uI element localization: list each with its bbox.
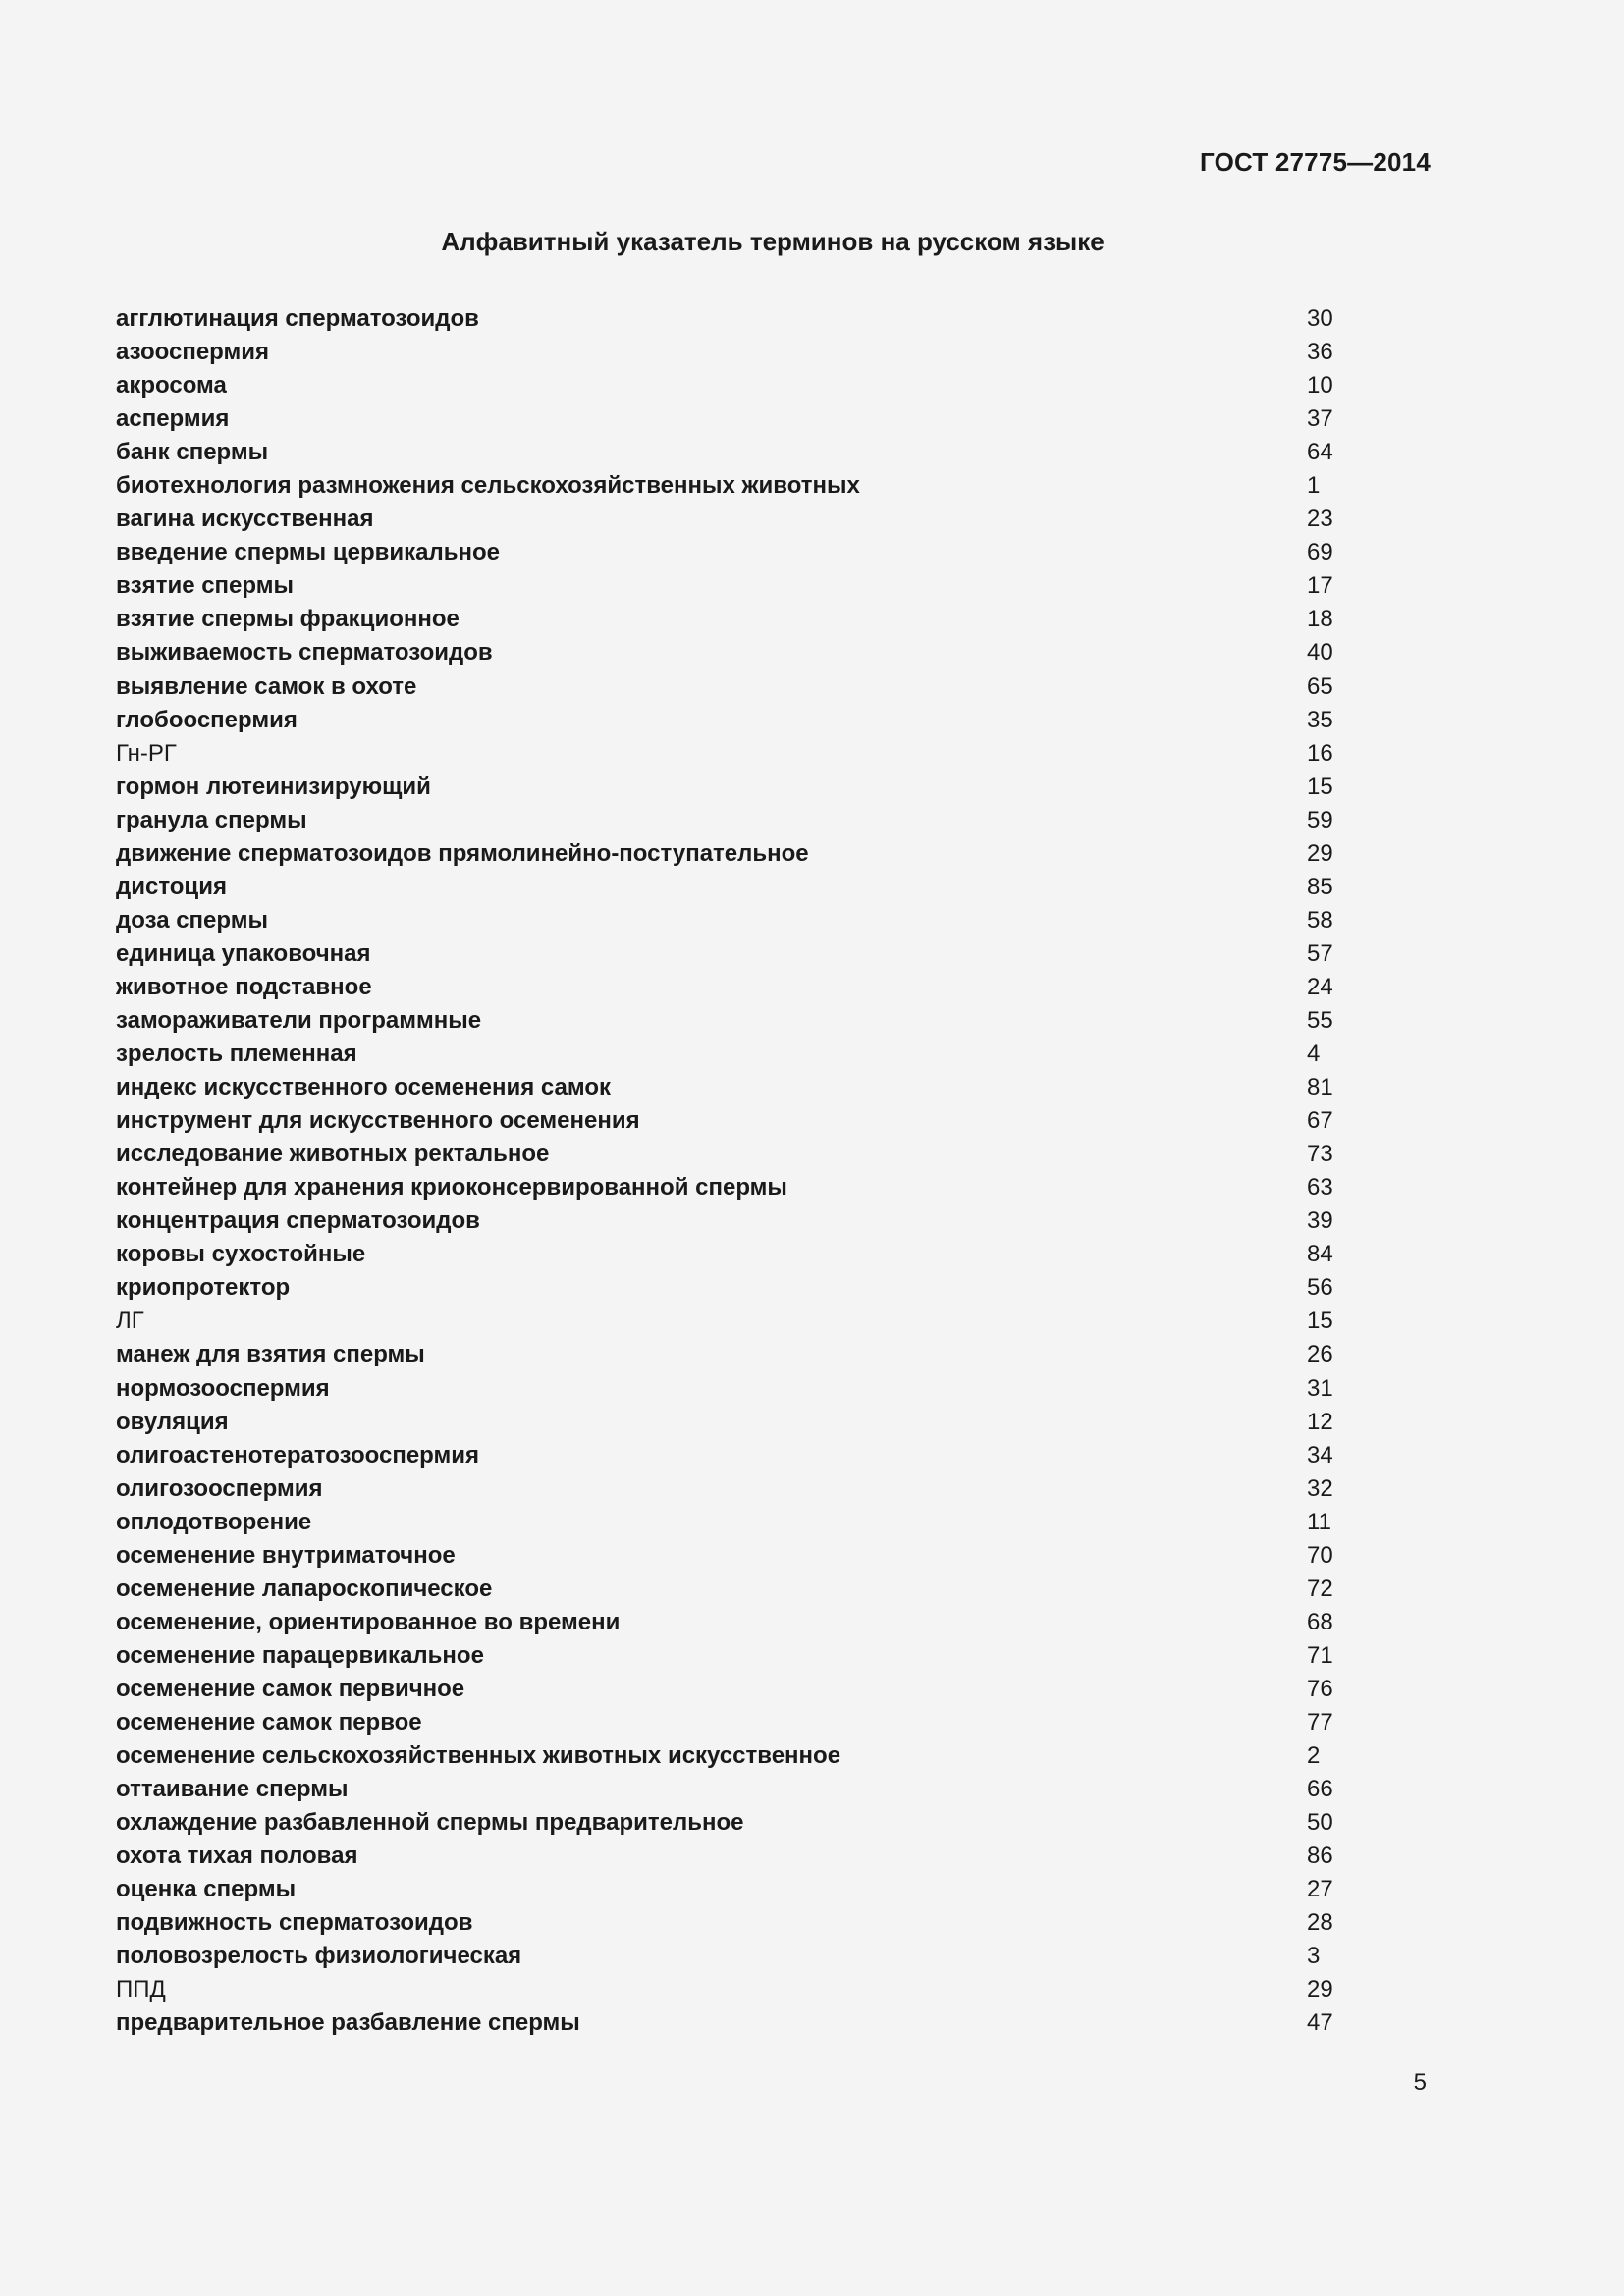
index-term-number: 10: [1307, 372, 1333, 400]
index-term: гранула спермы: [116, 806, 307, 833]
index-title: Алфавитный указатель терминов на русском языке: [441, 227, 1105, 256]
index-term: контейнер для хранения криоконсервированной спермы: [116, 1174, 787, 1201]
index-term-number: 76: [1307, 1675, 1333, 1702]
index-term-number: 32: [1307, 1474, 1333, 1502]
index-term-number: 86: [1307, 1842, 1333, 1870]
index-entry: [116, 436, 1333, 469]
index-entry: [116, 904, 1333, 937]
index-term-number: 71: [1307, 1641, 1333, 1669]
index-entry: [116, 1673, 1333, 1706]
index-term-number: 3: [1307, 1943, 1321, 1970]
index-entry: [116, 1706, 1333, 1739]
index-term: животное подставное: [116, 973, 372, 1000]
index-entry: [116, 704, 1333, 737]
index-term: банк спермы: [116, 439, 269, 466]
index-term-number: 69: [1307, 539, 1333, 566]
page-number: 5: [1413, 2069, 1427, 2096]
index-term-number: 58: [1307, 906, 1333, 934]
index-term-number: 77: [1307, 1708, 1333, 1735]
index-term-number: 67: [1307, 1107, 1333, 1135]
index-term: осеменение сельскохозяйственных животных искусственное: [116, 1742, 841, 1770]
index-entry: [116, 603, 1333, 636]
index-entry: [116, 1973, 1333, 2006]
index-term: охлаждение разбавленной спермы предварительное: [116, 1809, 744, 1837]
index-term-number: 68: [1307, 1608, 1333, 1635]
index-entry: [116, 1338, 1333, 1371]
index-term-number: 40: [1307, 639, 1333, 667]
index-entry: [116, 1806, 1333, 1840]
index-entry: [116, 469, 1333, 503]
index-term: биотехнология размножения сельскохозяйственных животных: [116, 472, 860, 500]
index-entry: [116, 1573, 1333, 1606]
index-term-number: 30: [1307, 305, 1333, 332]
index-term-number: 15: [1307, 773, 1333, 800]
index-term: коровы сухостойные: [116, 1241, 366, 1268]
index-term-number: 11: [1307, 1508, 1331, 1535]
index-term: оттаивание спермы: [116, 1776, 349, 1803]
index-entry: [116, 1104, 1333, 1138]
index-term: замораживатели программные: [116, 1006, 482, 1034]
index-entry: [116, 536, 1333, 569]
index-term: осеменение лапароскопическое: [116, 1575, 493, 1602]
index-term: Гн-РГ: [116, 739, 177, 767]
index-term-number: 39: [1307, 1207, 1333, 1235]
index-entry: [116, 503, 1333, 536]
index-term: агглютинация сперматозоидов: [116, 305, 479, 332]
index-term: дистоция: [116, 873, 227, 900]
index-term: осеменение самок первое: [116, 1708, 422, 1735]
index-term: гормон лютеинизирующий: [116, 773, 431, 800]
index-term: осеменение, ориентированное во времени: [116, 1608, 621, 1635]
index-entry: [116, 1739, 1333, 1773]
index-entry: [116, 1506, 1333, 1539]
index-term: индекс искусственного осеменения самок: [116, 1074, 611, 1101]
index-entry: [116, 2006, 1333, 2040]
index-term: движение сперматозоидов прямолинейно-поступательное: [116, 839, 809, 867]
index-term: овуляция: [116, 1408, 229, 1435]
index-term: вагина искусственная: [116, 506, 374, 533]
index-entry: [116, 1773, 1333, 1806]
index-entry: [116, 1940, 1333, 1973]
index-entry: [116, 1004, 1333, 1038]
index-entry: [116, 1906, 1333, 1940]
index-term-number: 27: [1307, 1876, 1333, 1903]
index-entry: [116, 1171, 1333, 1204]
index-term: манеж для взятия спермы: [116, 1341, 425, 1368]
index-term: акросома: [116, 372, 227, 400]
index-term: инструмент для искусственного осеменения: [116, 1107, 640, 1135]
index-term-number: 66: [1307, 1776, 1333, 1803]
index-entry: [116, 771, 1333, 804]
index-term-number: 2: [1307, 1742, 1321, 1770]
index-term: доза спермы: [116, 906, 268, 934]
index-term-number: 63: [1307, 1174, 1333, 1201]
index-entry: [116, 1606, 1333, 1639]
index-entry: [116, 670, 1333, 704]
index-term-number: 55: [1307, 1006, 1333, 1034]
index-term: охота тихая половая: [116, 1842, 358, 1870]
index-term-number: 34: [1307, 1441, 1333, 1468]
index-entry: [116, 1873, 1333, 1906]
index-term: криопротектор: [116, 1274, 291, 1302]
index-term: концентрация сперматозоидов: [116, 1207, 480, 1235]
index-term: осеменение внутриматочное: [116, 1541, 456, 1569]
index-term: аспермия: [116, 405, 230, 433]
index-term: исследование животных ректальное: [116, 1141, 550, 1168]
index-entry: [116, 737, 1333, 771]
index-term-number: 59: [1307, 806, 1333, 833]
index-term: глобооспермия: [116, 706, 298, 733]
document-code: ГОСТ 27775—2014: [1200, 147, 1431, 177]
index-entry: [116, 302, 1333, 336]
index-term: олигозооспермия: [116, 1474, 323, 1502]
index-term: единица упаковочная: [116, 939, 371, 967]
index-entry: [116, 1539, 1333, 1573]
index-entry: [116, 1406, 1333, 1439]
index-term: ППД: [116, 1976, 166, 2003]
index-term: оплодотворение: [116, 1508, 312, 1535]
index-entry: [116, 1472, 1333, 1506]
index-entry: [116, 1639, 1333, 1673]
index-entry: [116, 1204, 1333, 1238]
index-entry: [116, 804, 1333, 837]
index-term: предварительное разбавление спермы: [116, 2009, 580, 2037]
index-term: осеменение самок первичное: [116, 1675, 465, 1702]
index-entry: [116, 1439, 1333, 1472]
index-term-number: 35: [1307, 706, 1333, 733]
index-term: взятие спермы: [116, 572, 294, 600]
index-term-number: 23: [1307, 506, 1333, 533]
index-term: ЛГ: [116, 1308, 144, 1335]
index-term: половозрелость физиологическая: [116, 1943, 522, 1970]
index-term-number: 29: [1307, 1976, 1333, 2003]
index-term-number: 50: [1307, 1809, 1333, 1837]
index-term-number: 73: [1307, 1141, 1333, 1168]
index-term-number: 31: [1307, 1374, 1333, 1402]
index-term-number: 18: [1307, 606, 1333, 633]
index-term-number: 64: [1307, 439, 1333, 466]
index-entry: [116, 336, 1333, 369]
index-term-number: 81: [1307, 1074, 1333, 1101]
index-term: нормозооспермия: [116, 1374, 330, 1402]
index-entry: [116, 1071, 1333, 1104]
index-entry: [116, 1305, 1333, 1338]
index-term-number: 26: [1307, 1341, 1333, 1368]
index-term-number: 16: [1307, 739, 1333, 767]
index-term-number: 17: [1307, 572, 1333, 600]
index-term: подвижность сперматозоидов: [116, 1909, 473, 1937]
index-term: осеменение парацервикальное: [116, 1641, 484, 1669]
index-term: зрелость племенная: [116, 1041, 357, 1068]
index-entry: [116, 837, 1333, 871]
index-entry: [116, 1138, 1333, 1171]
index-entry: [116, 1840, 1333, 1873]
index-term-number: 85: [1307, 873, 1333, 900]
index-entry: [116, 402, 1333, 436]
index-entry: [116, 871, 1333, 904]
term-index-list: [116, 302, 1333, 2040]
index-entry: [116, 937, 1333, 971]
index-term: введение спермы цервикальное: [116, 539, 500, 566]
index-term: оценка спермы: [116, 1876, 297, 1903]
index-term-number: 56: [1307, 1274, 1333, 1302]
index-entry: [116, 1238, 1333, 1271]
index-term-number: 65: [1307, 672, 1333, 700]
index-entry: [116, 369, 1333, 402]
index-term: олигоастенотератозооспермия: [116, 1441, 480, 1468]
index-term-number: 37: [1307, 405, 1333, 433]
index-term-number: 70: [1307, 1541, 1333, 1569]
index-term: выявление самок в охоте: [116, 672, 417, 700]
index-term: взятие спермы фракционное: [116, 606, 460, 633]
index-entry: [116, 1372, 1333, 1406]
index-term-number: 72: [1307, 1575, 1333, 1602]
index-term-number: 24: [1307, 973, 1333, 1000]
index-entry: [116, 636, 1333, 669]
index-term-number: 12: [1307, 1408, 1333, 1435]
index-term: выживаемость сперматозоидов: [116, 639, 493, 667]
index-entry: [116, 971, 1333, 1004]
index-term-number: 36: [1307, 339, 1333, 366]
index-term: азооспермия: [116, 339, 270, 366]
index-term-number: 4: [1307, 1041, 1321, 1068]
index-term-number: 57: [1307, 939, 1333, 967]
index-term-number: 47: [1307, 2009, 1333, 2037]
index-term-number: 29: [1307, 839, 1333, 867]
index-entry: [116, 1271, 1333, 1305]
index-entry: [116, 569, 1333, 603]
index-term-number: 84: [1307, 1241, 1333, 1268]
index-term-number: 28: [1307, 1909, 1333, 1937]
index-term-number: 1: [1307, 472, 1321, 500]
index-term-number: 15: [1307, 1308, 1333, 1335]
index-entry: [116, 1038, 1333, 1071]
